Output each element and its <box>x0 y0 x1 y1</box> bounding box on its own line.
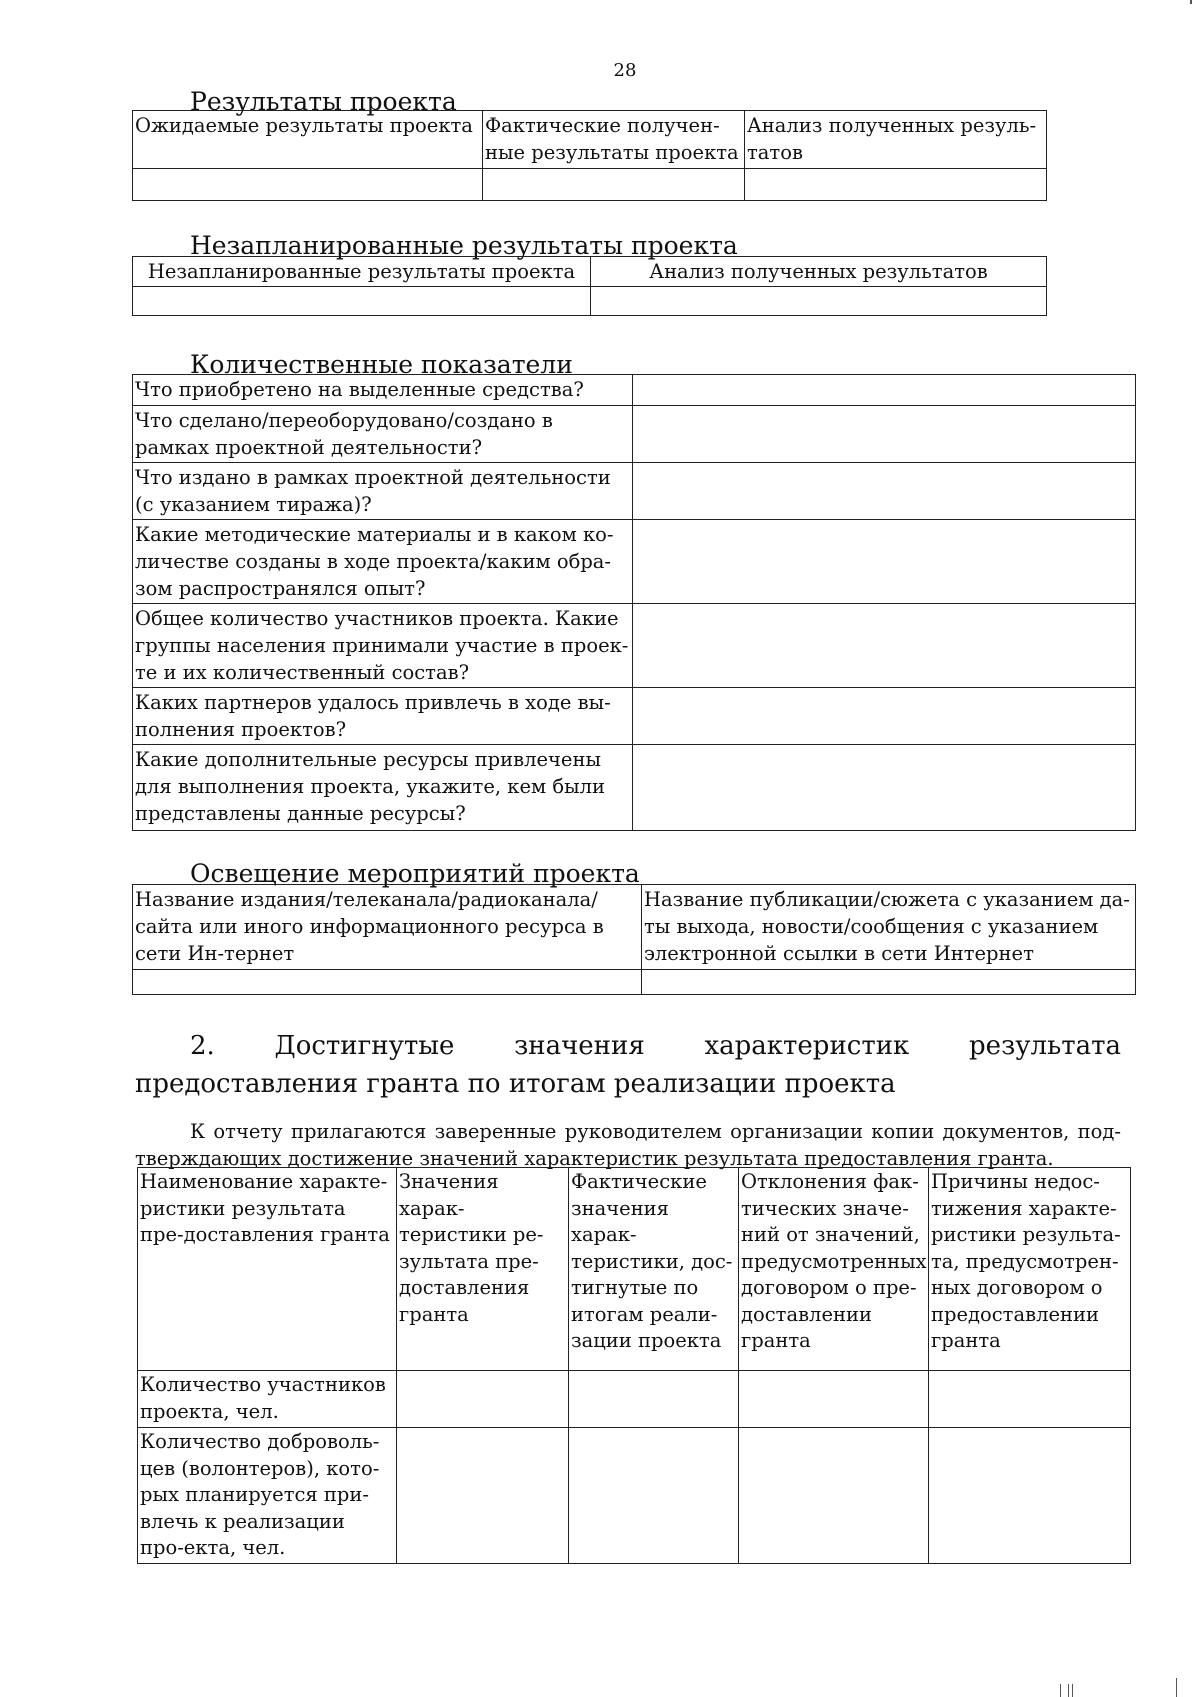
characteristic-name: Количество доброволь-цев (волонтеров), кото-рых планируется при-влечь к реализации про-екта, чел. <box>138 1428 397 1564</box>
empty-cell[interactable] <box>133 970 642 995</box>
indicator-answer-cell[interactable] <box>633 520 1136 604</box>
empty-cell[interactable] <box>739 1428 929 1564</box>
results-title: Результаты проекта <box>190 87 457 116</box>
empty-cell[interactable] <box>133 287 591 316</box>
empty-cell[interactable] <box>569 1428 739 1564</box>
indicator-answer-cell[interactable] <box>633 375 1136 406</box>
unplanned-title: Незапланированные результаты проекта <box>190 231 738 260</box>
unplanned-table <box>132 256 1047 316</box>
empty-cell[interactable] <box>397 1371 569 1428</box>
indicator-answer-cell[interactable] <box>633 604 1136 688</box>
table-row <box>133 520 1136 604</box>
indicator-answer-cell[interactable] <box>633 745 1136 831</box>
header-unplanned-analysis: Анализ полученных результатов <box>591 257 1047 287</box>
quantitative-table <box>132 374 1136 831</box>
indicator-question: Какие дополнительные ресурсы привлечены для выполнения проекта, укажите, кем были представлены данные ресурсы? <box>133 745 633 831</box>
header-actual-results: Фактические получен-ные результаты проекта <box>483 111 745 169</box>
table-row <box>133 604 1136 688</box>
empty-cell[interactable] <box>929 1371 1131 1428</box>
table-row <box>138 1428 1131 1564</box>
table-header-row <box>133 885 1136 970</box>
header-media-resource: Название издания/телеканала/радиоканала/сайта или иного информационного ресурса в сети Ин-тернет <box>133 885 642 970</box>
table-header-row <box>133 111 1047 169</box>
coverage-title: Освещение мероприятий проекта <box>190 859 640 888</box>
empty-cell[interactable] <box>569 1371 739 1428</box>
indicator-question: Какие методические материалы и в каком ко-личестве созданы в ходе проекта/каким обра-зом распространялся опыт? <box>133 520 633 604</box>
indicator-answer-cell[interactable] <box>633 688 1136 745</box>
table-row <box>133 745 1136 831</box>
header-deviations: Отклонения фак-тических значе-ний от значений, предусмотренных договором о пре-доставлении гранта <box>739 1168 929 1371</box>
table-row <box>133 406 1136 463</box>
table-header-row <box>133 257 1047 287</box>
header-planned-values: Значения харак-теристики ре-зультата пре-доставления гранта <box>397 1168 569 1371</box>
empty-cell[interactable] <box>397 1428 569 1564</box>
header-unplanned-results: Незапланированные результаты проекта <box>133 257 591 287</box>
scan-mark <box>1060 1684 1061 1697</box>
indicator-question: Каких партнеров удалось привлечь в ходе вы-полнения проектов? <box>133 688 633 745</box>
results-table <box>132 110 1047 201</box>
header-characteristic-name: Наименование характе-ристики результата пре-доставления гранта <box>138 1168 397 1371</box>
empty-cell[interactable] <box>929 1428 1131 1564</box>
scan-mark <box>1068 1684 1069 1697</box>
page-number: 28 <box>613 60 637 81</box>
scan-mark <box>1072 1684 1073 1697</box>
indicator-question: Что приобретено на выделенные средства? <box>133 375 633 406</box>
empty-cell[interactable] <box>642 970 1136 995</box>
header-actual-values: Фактические значения харак-теристики, дос-тигнутые по итогам реали-зации проекта <box>569 1168 739 1371</box>
section-2-heading: 2. Достигнутые значения характеристик результата предоставления гранта по итогам реализации проекта <box>135 1031 1121 1099</box>
header-reasons: Причины недос-тижения характе-ристики результа-та, предусмотрен-ных договором о предоставлении гранта <box>929 1168 1131 1371</box>
header-expected-results: Ожидаемые результаты проекта <box>133 111 483 169</box>
characteristic-name: Количество участников проекта, чел. <box>138 1371 397 1428</box>
table-row <box>138 1371 1131 1428</box>
quantitative-title: Количественные показатели <box>190 350 573 379</box>
section-2-paragraph: К отчету прилагаются заверенные руководителем организации копии документов, под-тверждающих достижение значений характеристик результата предоставления гранта. <box>135 1120 1121 1170</box>
table-row <box>133 169 1047 201</box>
empty-cell[interactable] <box>745 169 1047 201</box>
indicator-question: Что издано в рамках проектной деятельности (с указанием тиража)? <box>133 463 633 520</box>
indicator-answer-cell[interactable] <box>633 463 1136 520</box>
table-row <box>133 287 1047 316</box>
indicator-question: Общее количество участников проекта. Какие группы населения принимали участие в проек-те и их количественный состав? <box>133 604 633 688</box>
empty-cell[interactable] <box>483 169 745 201</box>
table-row <box>133 970 1136 995</box>
empty-cell[interactable] <box>133 169 483 201</box>
table-row <box>133 463 1136 520</box>
header-results-analysis: Анализ полученных резуль-татов <box>745 111 1047 169</box>
indicator-answer-cell[interactable] <box>633 406 1136 463</box>
scan-mark <box>1176 1678 1177 1697</box>
coverage-table <box>132 884 1136 995</box>
table-row <box>133 375 1136 406</box>
empty-cell[interactable] <box>591 287 1047 316</box>
scan-mark <box>1190 0 1192 4</box>
header-publication: Название публикации/сюжета с указанием да-ты выхода, новости/сообщения с указанием электронной ссылки в сети Интернет <box>642 885 1136 970</box>
characteristics-table <box>137 1167 1131 1564</box>
empty-cell[interactable] <box>739 1371 929 1428</box>
indicator-question: Что сделано/переоборудовано/создано в рамках проектной деятельности? <box>133 406 633 463</box>
table-header-row <box>138 1168 1131 1371</box>
table-row <box>133 688 1136 745</box>
